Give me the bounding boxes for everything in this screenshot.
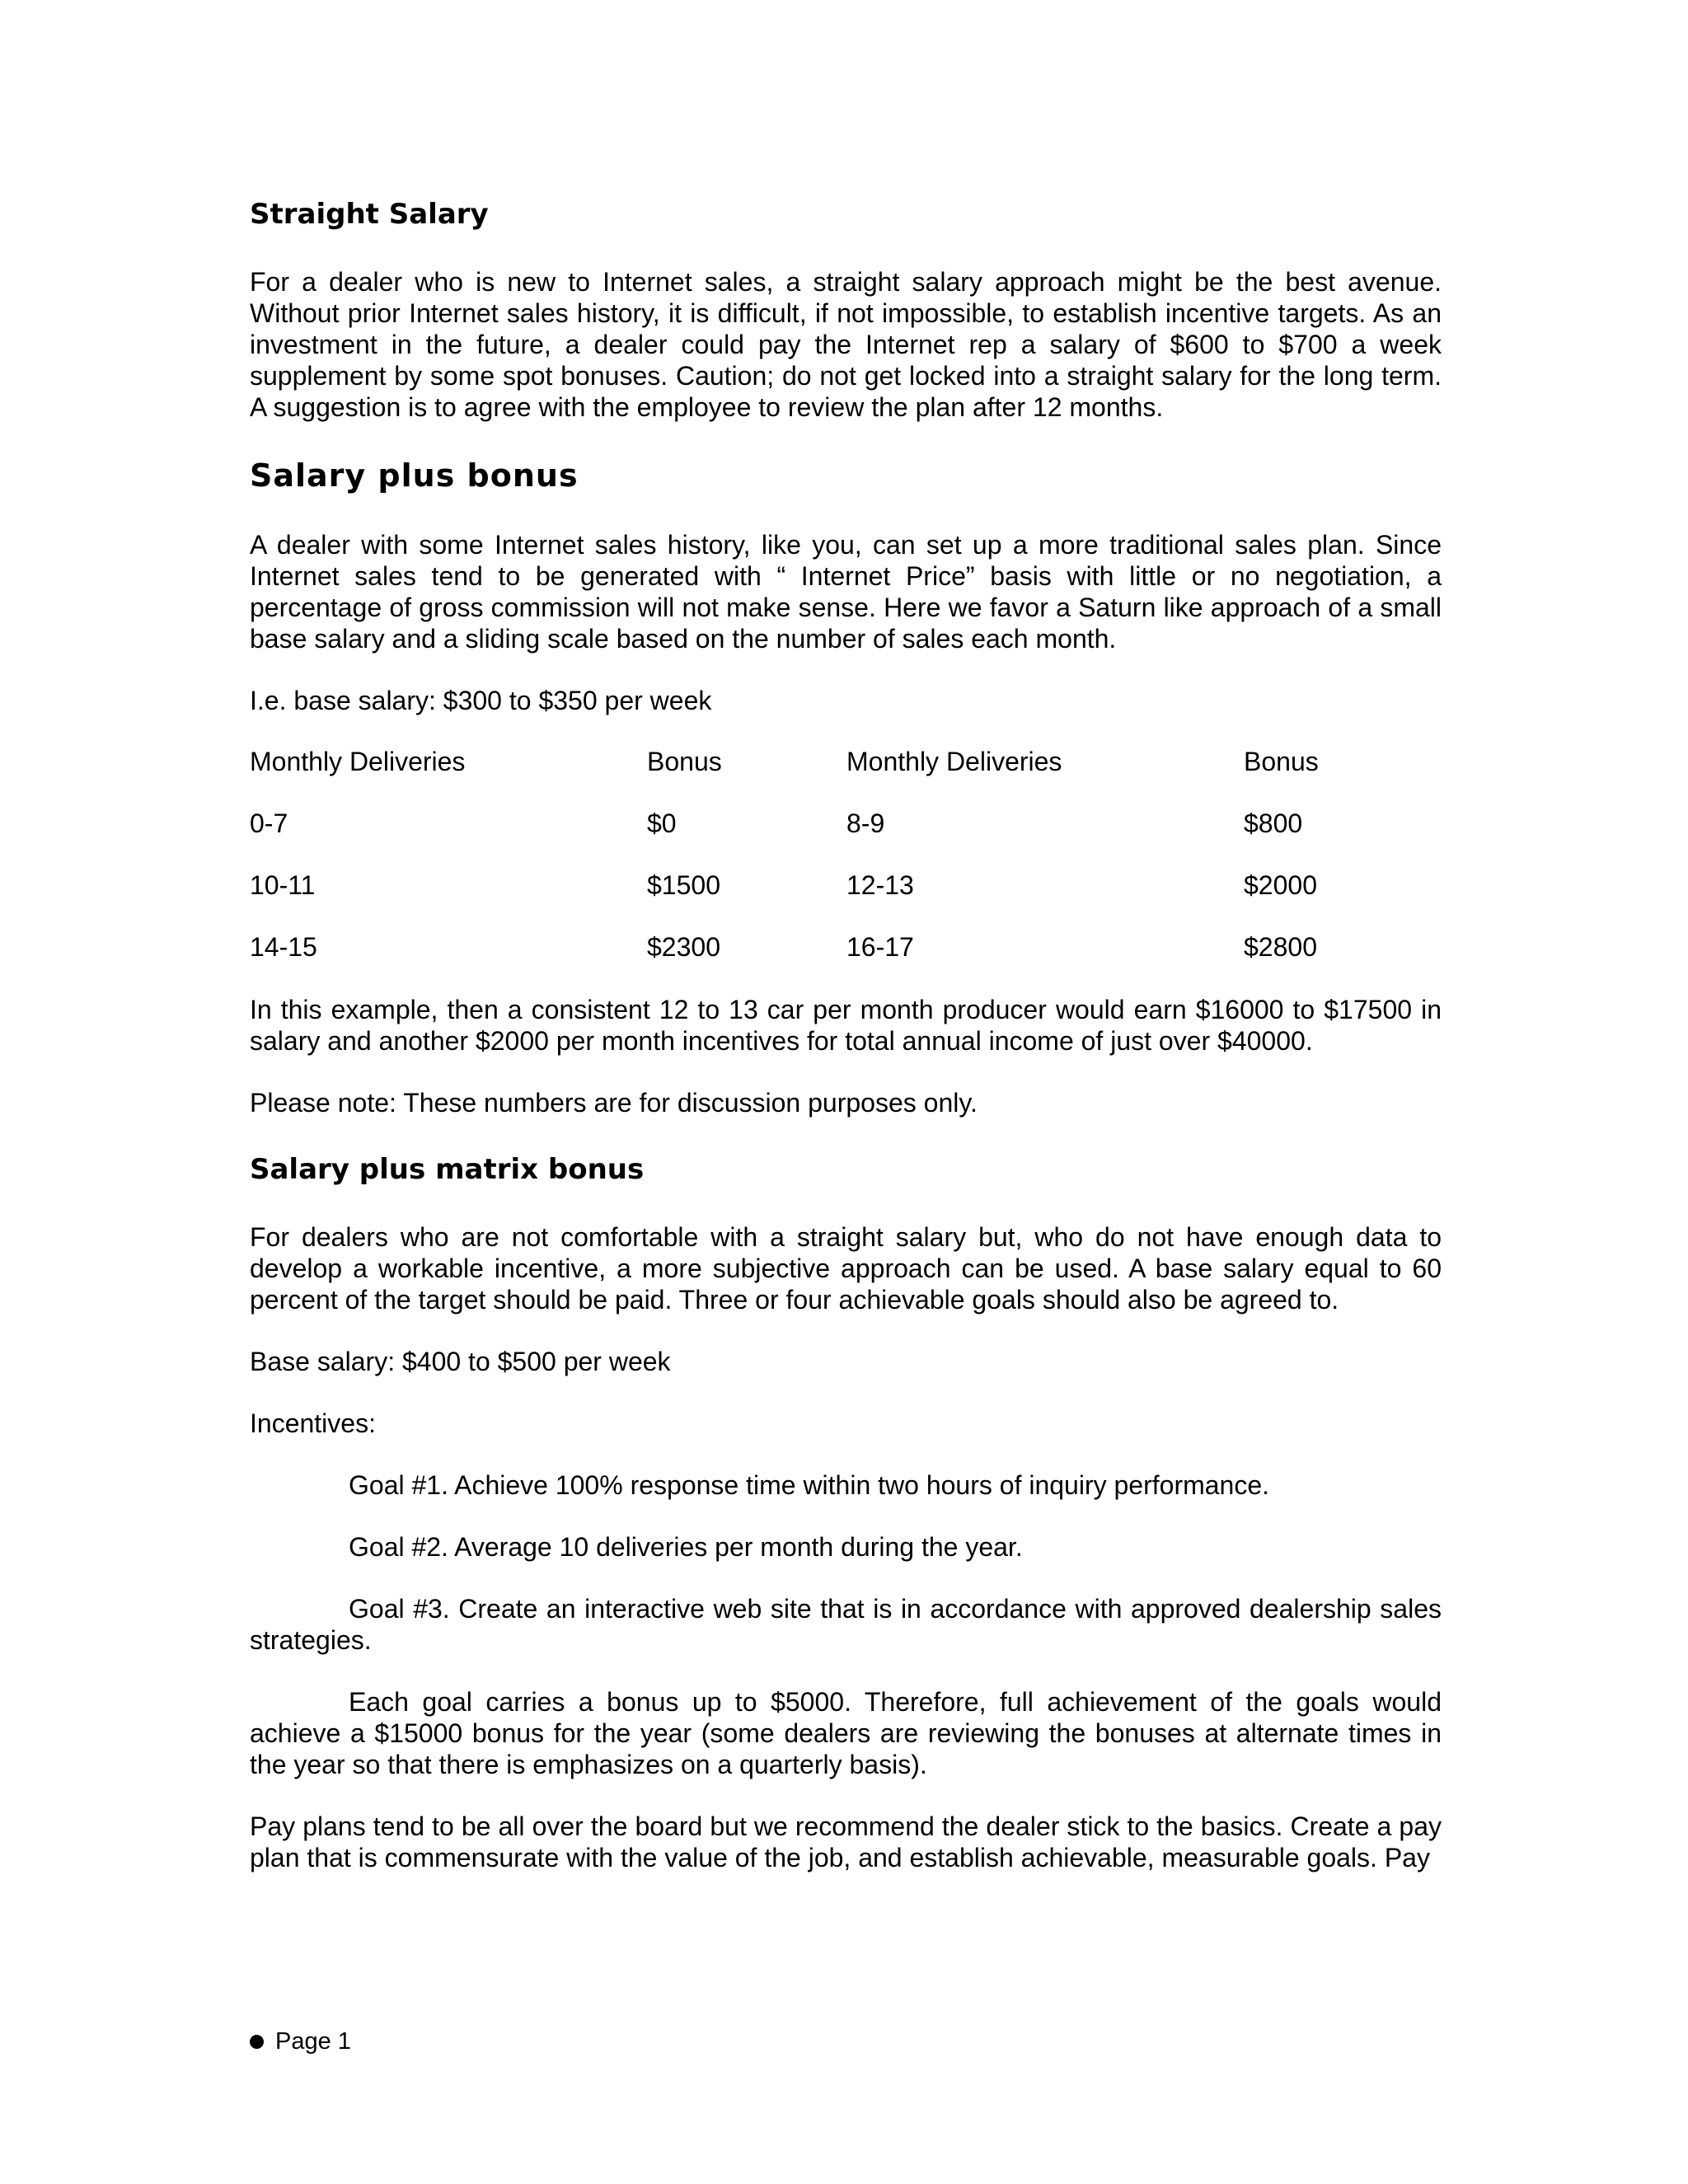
document-page	[250, 198, 1442, 1873]
goal-1: Goal #1. Achieve 100% response time within two hours of inquiry performance.	[349, 1470, 1270, 1501]
table-cell: $2000	[1244, 870, 1317, 901]
goal-3: Goal #3. Create an interactive web site that is in accordance with approved dealership sales strategies.	[250, 1594, 1442, 1656]
paragraph-each-goal: Each goal carries a bonus up to $5000. Therefore, full achievement of the goals would achieve a $15000 bonus for the year (some dealers are reviewing the bonuses at alternate times in the year so that there is emphasizes on a quarterly basis).	[250, 1687, 1442, 1780]
heading-straight-salary: Straight Salary	[250, 198, 489, 231]
base-salary-matrix-line: Base salary: $400 to $500 per week	[250, 1347, 671, 1377]
header-cell: Bonus	[1244, 747, 1319, 777]
table-cell: $0	[647, 808, 677, 839]
table-cell: $2800	[1244, 932, 1317, 963]
paragraph-straight-salary: For a dealer who is new to Internet sales, a straight salary approach might be the best avenue. Without prior Internet sales history, it is difficult, if not impossible, to establish incentive targets. As an investment in the future, a dealer could pay the Internet rep a salary of $600 to $700 a week supplement by some spot bonuses. Caution; do not get locked into a straight salary for the long term. A suggestion is to agree with the employee to review the plan after 12 months.	[250, 266, 1442, 422]
table-header-row	[250, 747, 1442, 808]
base-salary-line: I.e. base salary: $300 to $350 per week	[250, 686, 712, 716]
paragraph-matrix-bonus: For dealers who are not comfortable with a straight salary but, who do not have enough data to develop a workable incentive, a more subjective approach can be used. A base salary equal to 60 percent of the target should be paid. Three or four achievable goals should also be agreed to.	[250, 1222, 1442, 1315]
header-cell: Monthly Deliveries	[846, 747, 1062, 777]
bullet-icon	[250, 2035, 264, 2049]
table-cell: $2300	[647, 932, 720, 963]
incentives-label: Incentives:	[250, 1408, 376, 1439]
table-cell: 14-15	[250, 932, 317, 963]
page-footer	[250, 2028, 351, 2055]
table-row	[250, 870, 1442, 932]
bonus-table	[250, 747, 1442, 994]
heading-salary-plus-bonus: Salary plus bonus	[250, 457, 579, 494]
table-cell: $800	[1244, 808, 1303, 839]
table-cell: 12-13	[846, 870, 914, 901]
table-cell: $1500	[647, 870, 720, 901]
goal-2: Goal #2. Average 10 deliveries per month during the year.	[349, 1532, 1023, 1563]
table-row	[250, 808, 1442, 870]
paragraph-example: In this example, then a consistent 12 to 13 car per month producer would earn $16000 to $17500 in salary and another $2000 per month incentives for total annual income of just over $40000.	[250, 995, 1442, 1057]
table-cell: 8-9	[846, 808, 885, 839]
table-cell: 16-17	[846, 932, 914, 963]
paragraph-note: Please note: These numbers are for discussion purposes only.	[250, 1088, 978, 1118]
page-number: Page 1	[275, 2028, 351, 2055]
paragraph-salary-plus-bonus: A dealer with some Internet sales history, like you, can set up a more traditional sales plan. Since Internet sales tend to be generated with “ Internet Price” basis with little or no negotiation, a percentage of gross commission will not make sense. Here we favor a Saturn like approach of a small base salary and a sliding scale based on the number of sales each month.	[250, 530, 1442, 654]
header-cell: Monthly Deliveries	[250, 747, 466, 777]
heading-salary-plus-matrix-bonus: Salary plus matrix bonus	[250, 1153, 645, 1187]
paragraph-closing: Pay plans tend to be all over the board but we recommend the dealer stick to the basics. Create a pay plan that is commensurate with the value of the job, and establish achievable, measurable goals. Pay	[250, 1811, 1442, 1873]
table-cell: 10-11	[250, 870, 316, 901]
table-row	[250, 932, 1442, 994]
header-cell: Bonus	[647, 747, 722, 777]
table-cell: 0-7	[250, 808, 288, 839]
